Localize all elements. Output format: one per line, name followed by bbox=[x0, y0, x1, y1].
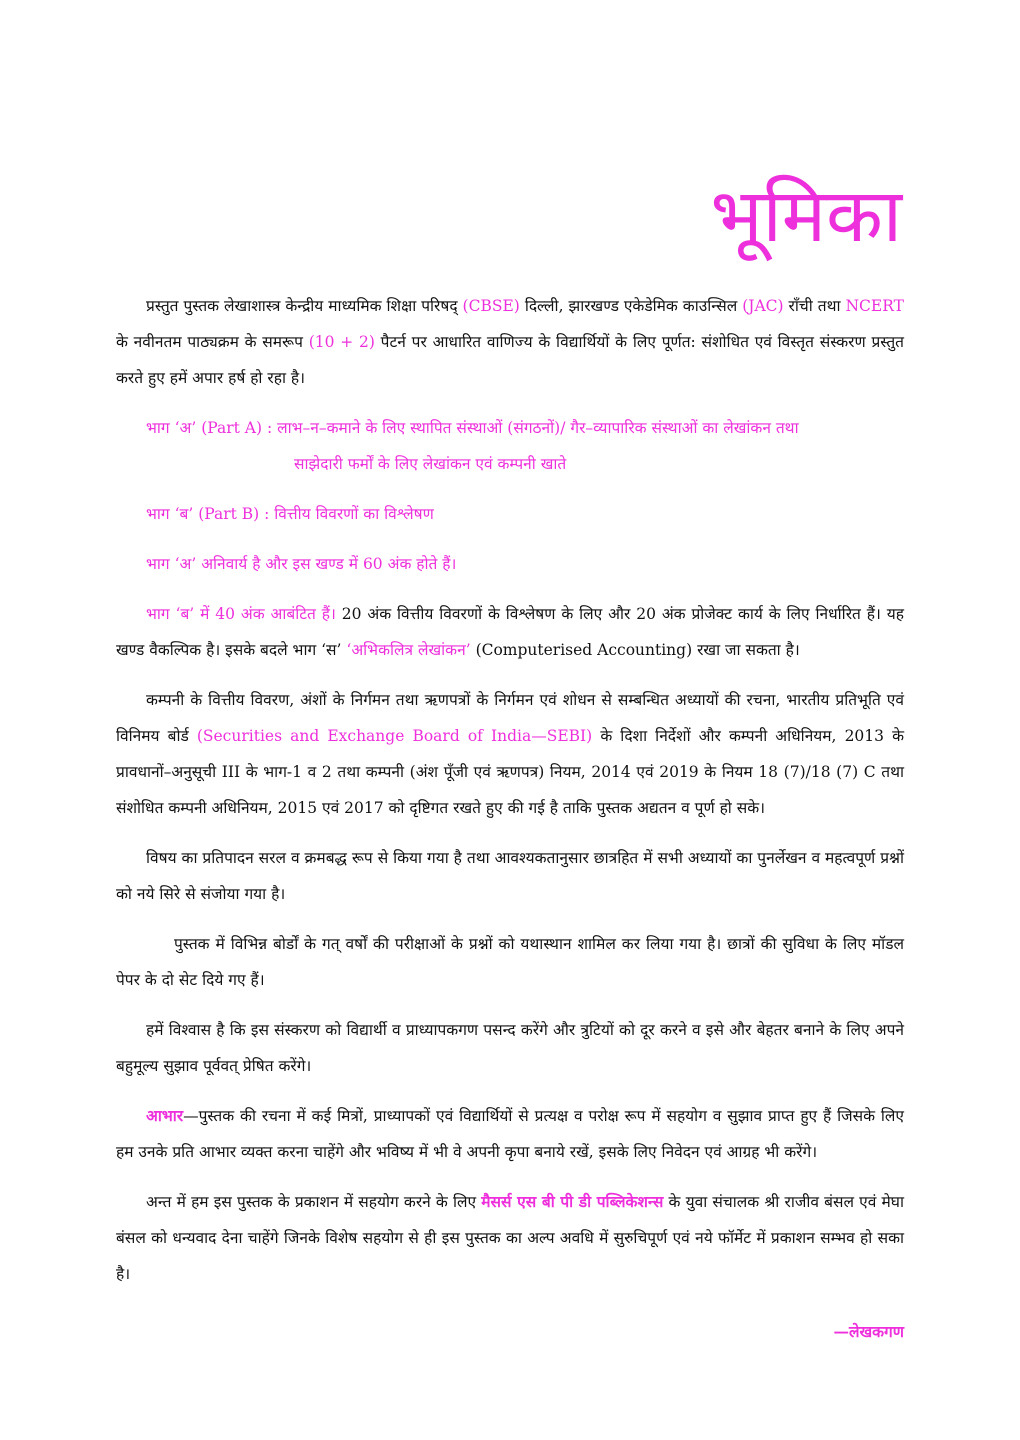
publisher-name: मैसर्स एस बी पी डी पब्लिकेशन्स bbox=[481, 1192, 664, 1211]
computerised-accounting-hindi: ‘अभिकलित्र लेखांकन’ bbox=[346, 641, 471, 659]
paragraph-subject-presentation: विषय का प्रतिपादन सरल व क्रमबद्ध रूप से किया गया है तथा आवश्यकतानुसार छात्रहित में सभी अध्यायों का पुनर्लेखन व महत्वपूर्ण प्रश्नों को नये सिरे से संजोया गया है। bbox=[116, 849, 904, 903]
intro-text-2: दिल्ली, झारखण्ड एकेडेमिक काउन्सिल bbox=[524, 297, 738, 315]
part-b-marks-text: 20 अंक वित्तीय विवरणों के विश्लेषण के लिए और 20 अंक प्रोजेक्ट कार्य के लिए निर्धारित हैं। यह खण्ड वैकल्पिक है। इसके बदले भाग ‘स’ bbox=[116, 605, 904, 659]
page-title: भूमिका bbox=[710, 173, 902, 259]
computerised-accounting-english: (Computerised Accounting) रखा जा सकता है। bbox=[475, 641, 800, 659]
company-text-2: के दिशा निर्देशों और कम्पनी अधिनियम, 2013 के प्रावधानों–अनुसूची III के भाग-1 व 2 तथा कम्पनी (अंश पूँजी एवं ऋणपत्र) नियम, 2014 एवं 2019 के नियम 18 (7)/18 (7) C तथा संशोधित कम्पनी अधिनियम, 2015 एवं 2017 को दृष्टिगत रखते हुए की गई है ताकि पुस्तक अद्यतन व पूर्ण हो सके। bbox=[116, 727, 905, 817]
authors-signature: —लेखकगण bbox=[833, 1322, 904, 1341]
part-a-compulsory-note: भाग ‘अ’ अनिवार्य है और इस खण्ड में 60 अंक होते हैं। bbox=[146, 555, 457, 573]
intro-text-1: प्रस्तुत पुस्तक लेखाशास्त्र केन्द्रीय माध्यमिक शिक्षा परिषद् bbox=[146, 297, 458, 315]
paragraph-publisher-thanks bbox=[116, 1184, 904, 1292]
publisher-thanks-text-2: के युवा संचालक श्री राजीव बंसल एवं मेघा बंसल को धन्यवाद देना चाहेंगे जिनके विशेष सहयोग से ही इस पुस्तक का अल्प अवधि में सुरुचिपूर्ण एवं नये फॉर्मेट में प्रकाशन सम्भव हो सका है। bbox=[116, 1193, 904, 1283]
intro-text-5: पैटर्न पर आधारित वाणिज्य के विद्यार्थियों के लिए पूर्णत: संशोधित एवं विस्तृत संस्करण प्रस्तुत करते हुए हमें अपार हर्ष हो रहा है। bbox=[116, 333, 905, 387]
acknowledgement-text: —पुस्तक की रचना में कई मित्रों, प्राध्यापकों एवं विद्यार्थियों से प्रत्यक्ष व परोक्ष रूप में सहयोग व सुझाव प्राप्त हुए हैं जिसके लिए हम उनके प्रति आभार व्यक्त करना चाहेंगे और भविष्य में भी वे अपनी कृपा बनाये रखें, इसके लिए निवेदन एवं आग्रह भी करेंगे। bbox=[116, 1107, 904, 1161]
part-b-marks-label: भाग ‘ब’ में 40 अंक आबंटित हैं। bbox=[146, 605, 336, 623]
part-a-description bbox=[116, 410, 904, 482]
paragraph-part-b-marks bbox=[116, 596, 904, 668]
sebi-label: (Securities and Exchange Board of India—SEBI) bbox=[196, 727, 593, 745]
company-text-1: कम्पनी के वित्तीय विवरण, अंशों के निर्गमन तथा ऋणपत्रों के निर्गमन एवं शोधन से सम्बन्धित अध्यायों की रचना, भारतीय प्रतिभूति एवं विनिमय बोर्ड bbox=[116, 691, 904, 745]
cbse-label: (CBSE) bbox=[462, 297, 520, 315]
acknowledgement-label: आभार bbox=[146, 1106, 184, 1125]
pattern-label: (10 + 2) bbox=[308, 333, 375, 351]
part-a-line-1: भाग ‘अ’ (Part A) : लाभ–न–कमाने के लिए स्थापित संस्थाओं (संगठनों)/ गैर–व्यापारिक संस्थाओं का लेखांकन तथा bbox=[146, 419, 799, 437]
paragraph-belief: हमें विश्वास है कि इस संस्करण को विद्यार्थी व प्राध्यापकगण पसन्द करेंगे और त्रुटियों को दूर करने व इसे और बेहतर बनाने के लिए अपने बहुमूल्य सुझाव पूर्ववत् प्रेषित करेंगे। bbox=[116, 1021, 904, 1075]
preface-body bbox=[116, 288, 904, 1364]
paragraph-company-statements bbox=[116, 682, 904, 826]
part-b-description: भाग ‘ब’ (Part B) : वित्तीय विवरणों का विश्लेषण bbox=[146, 505, 434, 523]
paragraph-intro bbox=[116, 288, 904, 396]
jac-label: (JAC) bbox=[742, 297, 784, 315]
intro-text-4: के नवीनतम पाठ्यक्रम के समरूप bbox=[116, 333, 303, 351]
intro-text-3: राँची तथा bbox=[788, 297, 841, 315]
part-a-line-2: साझेदारी फर्मों के लिए लेखांकन एवं कम्पनी खाते bbox=[294, 455, 567, 473]
ncert-label: NCERT bbox=[845, 297, 904, 315]
paragraph-acknowledgement bbox=[116, 1098, 904, 1170]
paragraph-previous-questions: पुस्तक में विभिन्न बोर्डों के गत् वर्षों की परीक्षाओं के प्रश्नों को यथास्थान शामिल कर लिया गया है। छात्रों की सुविधा के लिए मॉडल पेपर के दो सेट दिये गए हैं। bbox=[116, 935, 904, 989]
publisher-thanks-text-1: अन्त में हम इस पुस्तक के प्रकाशन में सहयोग करने के लिए bbox=[146, 1193, 477, 1211]
